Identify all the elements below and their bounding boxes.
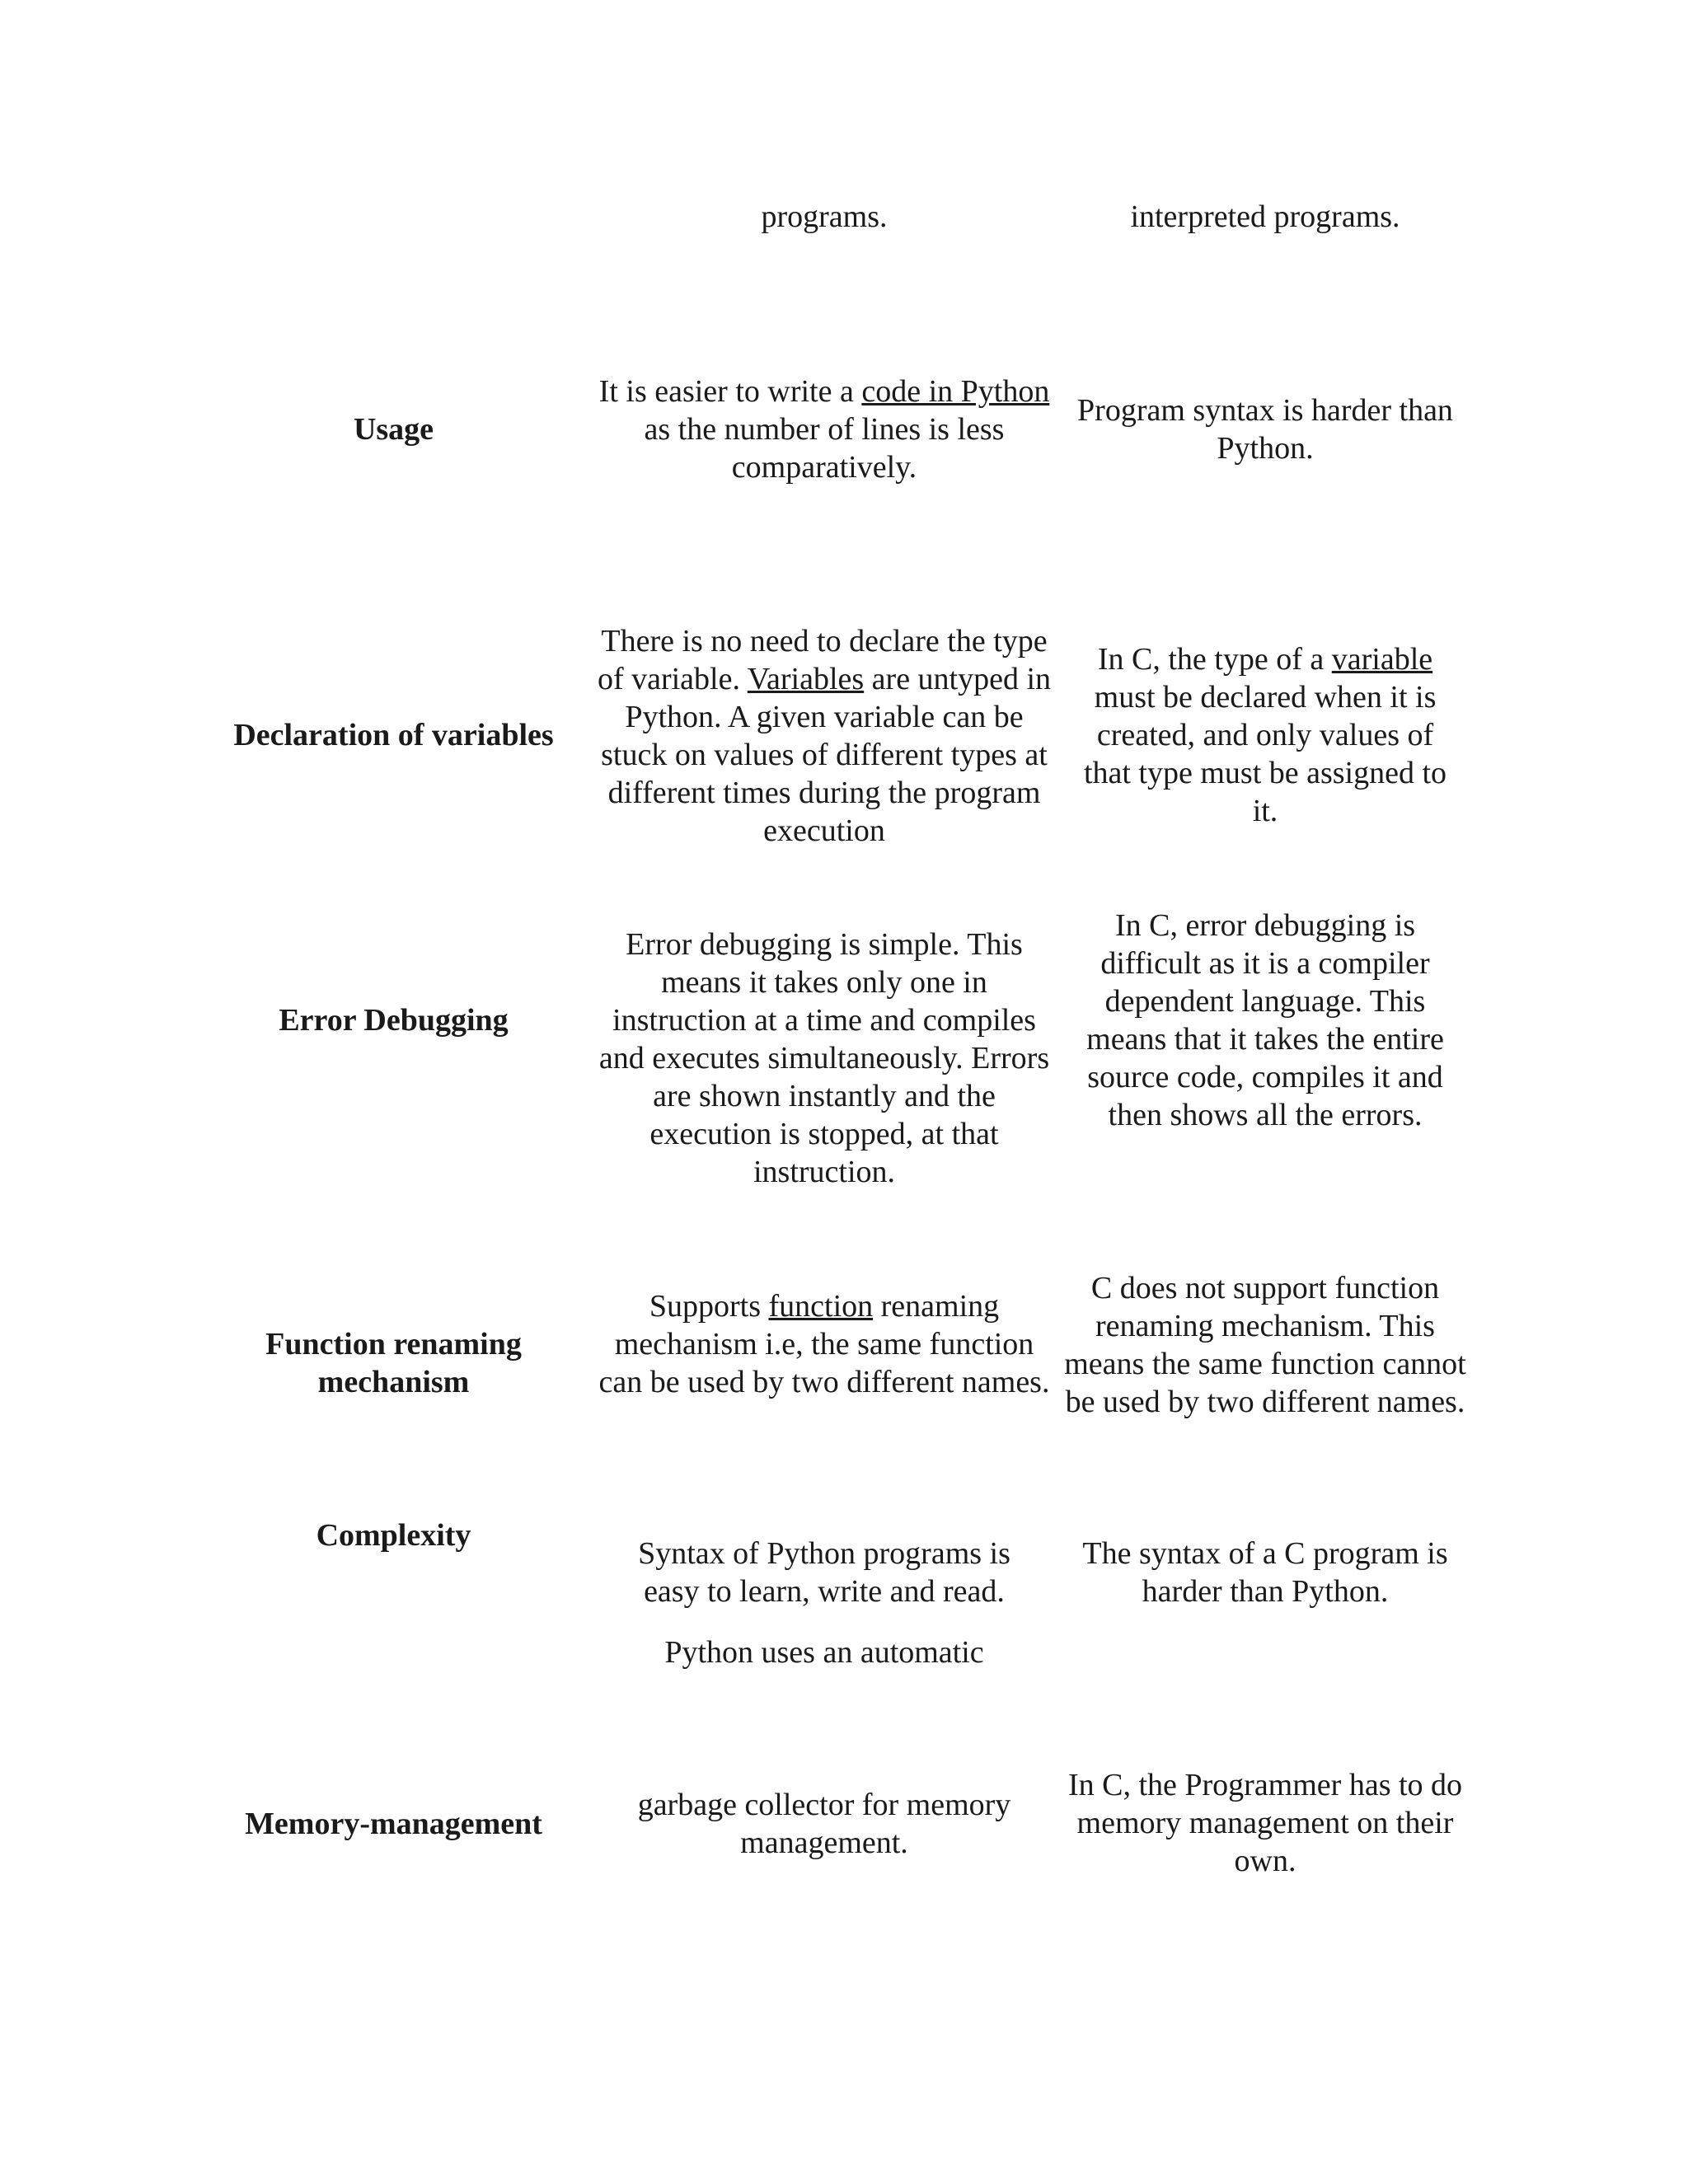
usage-python-text [593, 373, 1055, 486]
declaration-c-post: must be declared when it is created, and only values of that type must be assigned to it. [1083, 680, 1447, 828]
complexity-python-text: Syntax of Python programs is easy to learn, write and read. [638, 1536, 1010, 1609]
intro-c-text: interpreted programs. [1130, 199, 1400, 234]
error-debugging-c-text: In C, error debugging is difficult as it is a compiler dependent language. This means that it takes the entire source code, compiles it and then shows all the errors. [1086, 908, 1444, 1132]
declaration-c-pre: In C, the type of a [1097, 642, 1332, 677]
function-renaming-c-text: C does not support function renaming mechanism. This means the same function cannot be used by two different names. [1064, 1271, 1466, 1419]
memory-c-text: In C, the Programmer has to do memory management on their own. [1067, 1768, 1463, 1878]
code-in-python-link[interactable]: code in Python [861, 374, 1050, 409]
declaration-label: Declaration of variables [233, 718, 554, 752]
declaration-python-text [593, 622, 1055, 850]
usage-label: Usage [353, 412, 434, 447]
function-link[interactable]: function [768, 1289, 874, 1324]
declaration-python-pre: There is no need to declare the type of variable. [597, 624, 1048, 696]
function-renaming-python-pre: Supports [649, 1289, 769, 1324]
function-renaming-python-post: renaming mechanism i.e, the same function can be used by two different names. [598, 1289, 1050, 1399]
usage-python-pre: It is easier to write a [598, 374, 862, 409]
function-renaming-python-text [593, 1287, 1055, 1401]
declaration-c-text [1080, 640, 1451, 830]
complexity-label: Complexity [316, 1518, 471, 1553]
usage-python-post: as the number of lines is less comparatively. [644, 412, 1005, 485]
intro-python-text: programs. [761, 199, 888, 234]
memory-management-label: Memory-management [245, 1807, 542, 1841]
variable-link[interactable]: variable [1331, 642, 1433, 677]
error-debugging-python-text: Error debugging is simple. This means it takes only one in instruction at a time and compiles and executes simultaneously. Errors are shown instantly and the execution is stopped, at that instruction. [598, 927, 1050, 1189]
usage-c-text: Program syntax is harder than Python. [1077, 393, 1453, 466]
memory-python-text: garbage collector for memory management. [637, 1788, 1011, 1860]
memory-python-top-text: Python uses an automatic [664, 1635, 984, 1670]
function-renaming-label: Function renaming mechanism [265, 1327, 522, 1399]
error-debugging-label: Error Debugging [279, 1003, 509, 1038]
declaration-python-post: are untyped in Python. A given variable can be stuck on values of different types at different times during the program execution [601, 662, 1052, 848]
variables-link[interactable]: Variables [747, 662, 865, 696]
complexity-c-text: The syntax of a C program is harder than Python. [1082, 1536, 1448, 1609]
